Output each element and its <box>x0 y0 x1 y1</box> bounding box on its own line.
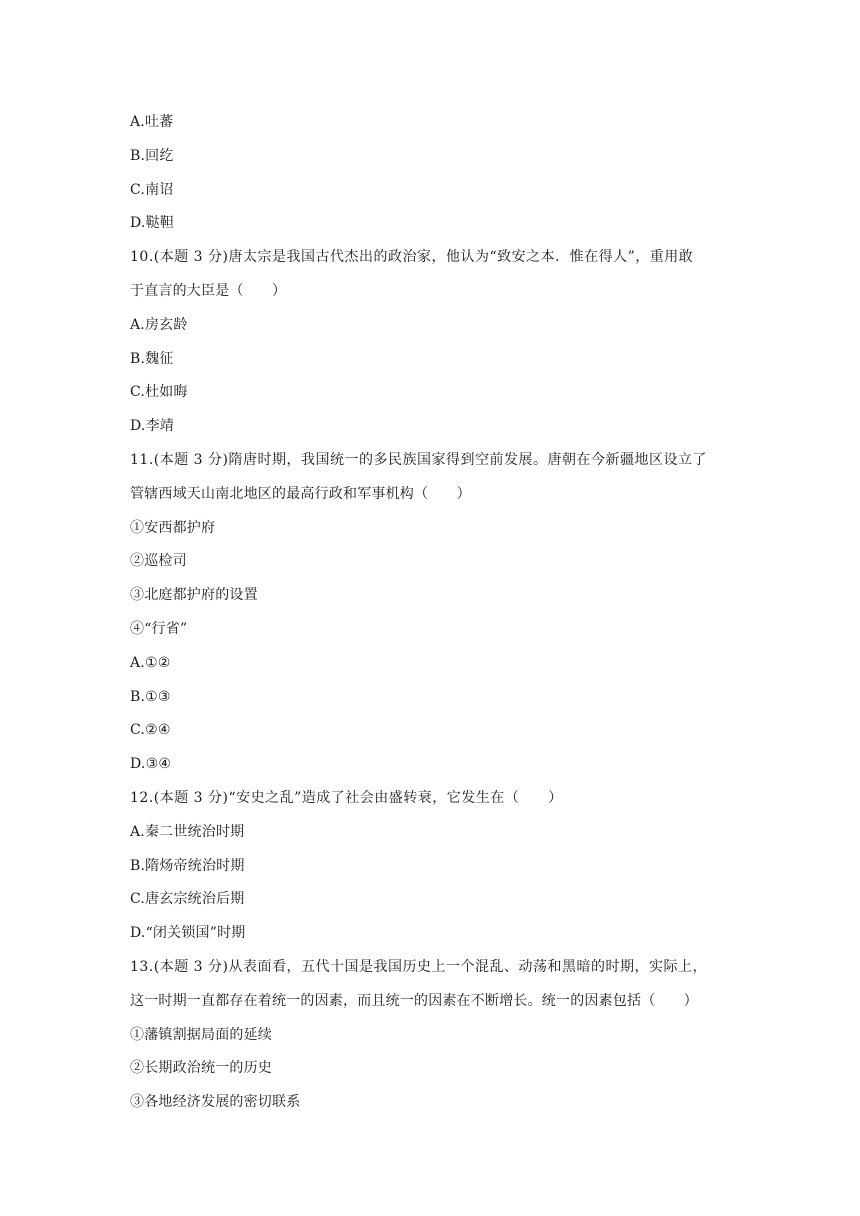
option-c: C.②④ <box>130 722 171 739</box>
question-text-line: 10.(本题 3 分)唐太宗是我国古代杰出的政治家，他认为“致安之本．惟在得人”，重用敢 <box>130 249 694 266</box>
question-text-line: 11.(本题 3 分)隋唐时期，我国统一的多民族国家得到空前发展。唐朝在今新疆地区设立了 <box>130 451 707 468</box>
option-d: D.李靖 <box>130 418 174 435</box>
option-b: B.回纥 <box>130 147 174 164</box>
statement-item-2: ②长期政治统一的历史 <box>130 1060 272 1077</box>
option-d: D.“闭关锁国”时期 <box>130 925 246 942</box>
question-text-line: 于直言的大臣是（ ） <box>130 282 287 299</box>
option-c: C.杜如晦 <box>130 384 188 401</box>
statement-item-1: ①藩镇割据局面的延续 <box>130 1026 272 1043</box>
option-b: B.魏征 <box>130 350 174 367</box>
question-text-line: 管辖西域天山南北地区的最高行政和军事机构（ ） <box>130 485 471 502</box>
option-a: A.①② <box>130 654 171 671</box>
option-b: B.①③ <box>130 688 171 705</box>
question-text-line: 13.(本题 3 分)从表面看，五代十国是我国历史上一个混乱、动荡和黑暗的时期，实际上， <box>130 958 707 975</box>
option-a: A.房玄龄 <box>130 316 188 333</box>
document-page <box>130 106 745 1120</box>
question-10 <box>130 241 745 444</box>
statement-item-3: ③各地经济发展的密切联系 <box>130 1094 301 1111</box>
option-a: A.吐蕃 <box>130 114 174 130</box>
question-text-line: 这一时期一直都存在着统一的因素，而且统一的因素在不断增长。统一的因素包括（ ） <box>130 992 698 1009</box>
statement-item-3: ③北庭都护府的设置 <box>130 587 258 604</box>
statement-item-4: ④“行省” <box>130 620 188 637</box>
option-b: B.隋炀帝统治时期 <box>130 857 245 874</box>
question-13 <box>130 951 745 1120</box>
statement-item-1: ①安西都护府 <box>130 519 216 536</box>
question-text-line: 12.(本题 3 分)“安史之乱”造成了社会由盛转衰，它发生在（ ） <box>130 789 563 806</box>
option-c: C.唐玄宗统治后期 <box>130 891 245 908</box>
option-a: A.秦二世统治时期 <box>130 823 245 840</box>
question-9-options <box>130 106 745 241</box>
statement-item-2: ②巡检司 <box>130 553 187 570</box>
option-d: D.鞑靼 <box>130 215 174 232</box>
question-11 <box>130 444 745 782</box>
option-d: D.③④ <box>130 756 172 773</box>
option-c: C.南诏 <box>130 181 174 198</box>
question-12 <box>130 782 745 951</box>
